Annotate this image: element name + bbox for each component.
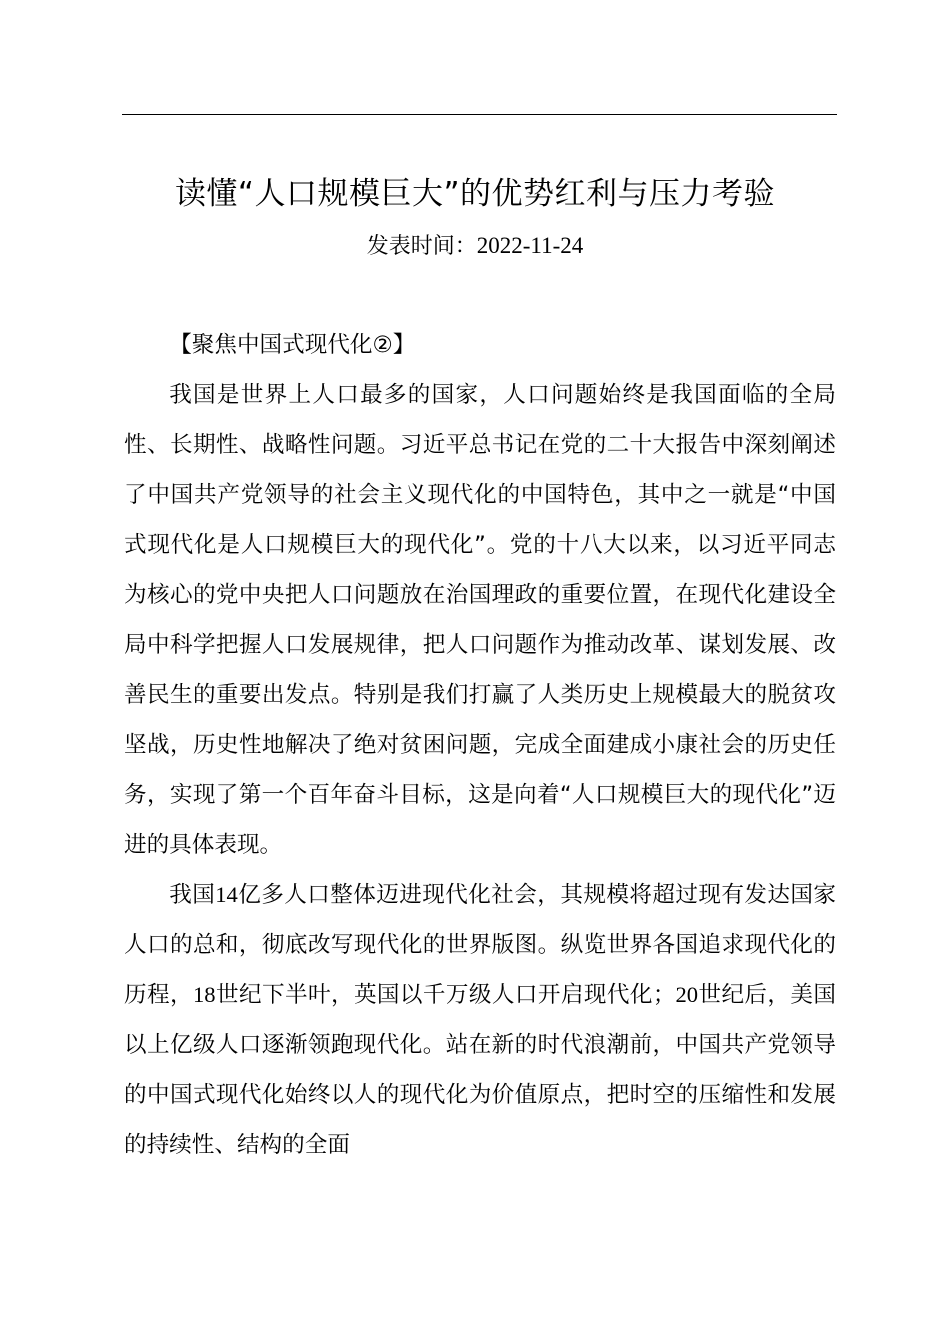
publish-date-value: 2022-11-24 (476, 233, 584, 258)
publish-date-label: 发表时间： (366, 234, 477, 259)
paragraph-2-number-2: 18 (192, 982, 216, 1007)
header-rule (122, 114, 837, 115)
article-title: 读懂“人口规模巨大”的优势红利与压力考验 (174, 176, 776, 212)
paragraph-2-number-3: 20 (675, 982, 699, 1007)
publish-date (0, 228, 950, 265)
article-body (124, 320, 836, 1170)
paragraph-2 (124, 870, 836, 1170)
paragraph-2-number-1: 14 (215, 882, 238, 907)
paragraph-2-text-3: 世纪下半叶，英国以千万级人口开启现代化； (215, 982, 676, 1008)
paragraph-1: 我国是世界上人口最多的国家，人口问题始终是我国面临的全局性、长期性、战略性问题。习近平总书记在党的二十大报告中深刻阐述了中国共产党领导的社会主义现代化的中国特色，其中之一就是“中国式现代化是人口规模巨大的现代化”。党的十八大以来，以习近平同志为核心的党中央把人口问题放在治国理政的重要位置，在现代化建设全局中科学把握人口发展规律，把人口问题作为推动改革、谋划发展、改善民生的重要出发点。特别是我们打赢了人类历史上规模最大的脱贫攻坚战，历史性地解决了绝对贫困问题，完成全面建成小康社会的历史任务，实现了第一个百年奋斗目标，这是向着“人口规模巨大的现代化”迈进的具体表现。 (124, 382, 836, 858)
paragraph-2-text-1: 我国 (169, 882, 216, 908)
column-tag: 【聚焦中国式现代化②】 (169, 332, 416, 358)
paragraph-2-text-2: 亿多人口整体迈进现代化社会，其规模将超过现有发达国家人口的总和，彻底改写现代化的世界版图。纵览世界各国追求现代化的历程， (124, 882, 836, 1008)
paragraph-2-text-4: 世纪后，美国以上亿级人口逐渐领跑现代化。站在新的时代浪潮前，中国共产党领导的中国式现代化始终以人的现代化为价值原点，把时空的压缩性和发展的持续性、结构的全面 (124, 982, 837, 1158)
